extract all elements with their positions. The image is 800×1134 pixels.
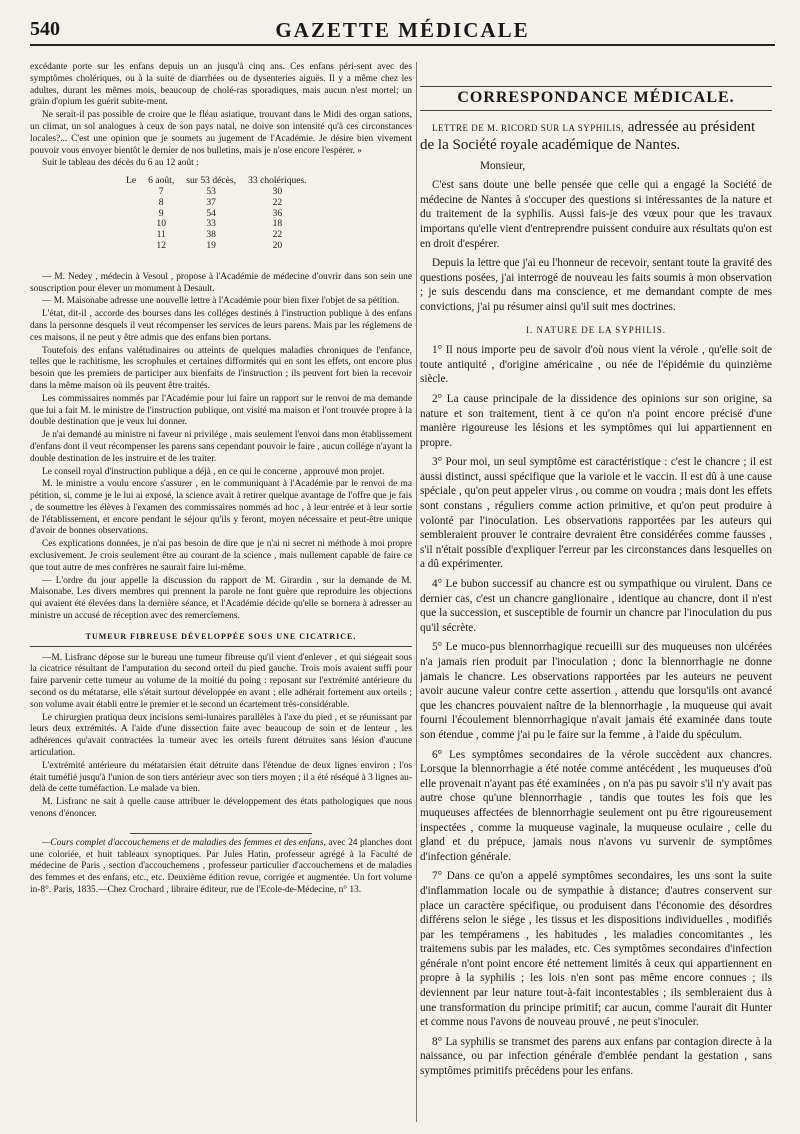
divider <box>130 833 312 834</box>
section-title: CORRESPONDANCE MÉDICALE. <box>420 86 772 111</box>
table-cell: 33 <box>206 218 216 230</box>
paragraph: —M. Lisfranc dépose sur le bureau une tumeur fibreuse qu'il vient d'enlever , et qui siégeait sous la cicatrice résultant de l'amputation du second orteil du pied gauche. Trois mois avaient suffi pour faire parvenir cette tumeur au volume de la moitié du poing : reposant sur l'extrémité antérieure du second os du métatarse, elle s'était surtout développée en avant ; elle adhérait fortement aux orteils ; son volume avait établi entre le premier et le second un écartement très-considérable. <box>30 652 412 710</box>
table-row <box>120 219 313 230</box>
paragraph: Les commissaires nommés par l'Académie pour lui faire un rapport sur le renvoi de ma demande que lui a fait M. le ministre de l'instruction publique, ont visité ma maison et l'ont trouvée propre à la double destination que je veux lui donner. <box>30 393 412 428</box>
table-row <box>120 209 313 220</box>
book-announcement <box>30 838 412 897</box>
paragraph: — M. Nedey , médecin à Vesoul , propose à l'Académie de médecine d'ouvrir dans son sein une souscription pour élever un monument à Desault. <box>30 271 412 294</box>
table-cell: 54 <box>206 207 216 219</box>
paragraph: — L'ordre du jour appelle la discussion du rapport de M. Girardin , sur la demande de M. Maisonabe. Les divers membres qui prennent la parole ne font guère que reproduire les objections qui avaient été élevées dans la dernière séance, et l'Académie décide qu'elle se bornera à adresser au ministre un accusé de réception avec des remercîemens. <box>30 575 412 622</box>
table-cell: 22 <box>272 196 283 208</box>
table-cell: Le <box>126 175 137 187</box>
table-intro: Suit le tableau des décès du 6 au 12 août : <box>42 158 199 169</box>
paragraph: 5° Le muco-pus blennorrhagique recueilli sur des muqueuses non ulcérées n'a jamais rien produit par l'inoculation ; donc la blennorrhagie ne donne jamais le chancre. Les observations rapportées par les auteurs ne peuvent avoir aucune valeur contre cette assertion , attendu que lorsqu'ils ont avancé que les chancres pouvaient naître de la blennorrhagie , la muqueuse qui avait fourni l'écoulement blennorrhagique n'avait jamais été examinée dans toute son étendue , comme j'ai pu le faire sur la femme , à l'aide du spéculum. <box>420 641 772 741</box>
table-row <box>120 198 313 209</box>
table-row <box>120 241 313 252</box>
paragraph: Le chirurgien pratiqua deux incisions semi-lunaires parallèles à l'axe du pied , et se réunissant par leurs deux extrémités. A l'aide d'une dissection faite avec beaucoup de soin et de lenteur , les adhérences qu'avait contractées la tumeur avec les orteils furent détruites sans lésion d'aucune articulation. <box>30 712 412 759</box>
subsection-title: I. NATURE DE LA SYPHILIS. <box>525 324 666 335</box>
letter-heading <box>420 119 772 154</box>
paragraph: 8° La syphilis se transmet des parens aux enfans par contagion directe à la naissance, ou par infection générale d'emblée pendant la gestation , sans symptômes primitifs précédens pour les enfans. <box>420 1035 772 1078</box>
paragraph: Ces explications données, je n'ai pas besoin de dire que je n'ai ni secret ni méthode à moi propre exclusivement. Je crois seulement être au courant de la science , mais nullement capable de faire ce que tout autre de mes confrères ne saurait faire lui-même. <box>30 539 412 573</box>
table-cell: 20 <box>272 239 283 251</box>
paragraph: Ne serait-il pas possible de croire que le fléau asiatique, trouvant dans le Midi des organ sations, un climat, un sol analogues à ceux de son pays natal, ne doive son intensité qu'à ces circonstances locales?... C'est une opinion que je soumets au jugement de l'Académie. Je désire bien vivement pouvoir vous envoyer bientôt le dernier de nos bulletins, mais je n'ose encore l'espérer. » <box>30 110 412 156</box>
table-cell: 19 <box>206 239 216 251</box>
table-cell: sur 53 décès, <box>186 175 237 187</box>
table-cell: 38 <box>206 229 216 241</box>
letter-heading-text: adressée au président de la Société royale académique de Nantes. <box>420 118 756 153</box>
table-cell: 30 <box>272 185 283 197</box>
table-cell: 7 <box>158 185 164 197</box>
salutation: Monsieur, <box>480 159 526 172</box>
page-header <box>30 8 775 46</box>
paragraph: excédante porte sur les enfans depuis un an jusqu'à cinq ans. Ces enfans péri-sent avec des symptômes cholériques, ou à la suite de diarrhées ou de dysenteries aiguës. Il y a même chez les adultes, durant les mêmes mois, beaucoup de cholé-ras sporadiques, mais aucun n'est mortel; un grain d'opium les guérit subite-ment. <box>30 62 412 108</box>
paragraph: 2° La cause principale de la dissidence des opinions sur son origine, sa nature et son traitement, tient à ce qu'on n'a point encore précisé d'une manière rigoureuse les lésions et les symptômes qui lui appartiennent en propre. <box>420 392 772 449</box>
letter-heading-caps: LETTRE DE M. RICORD SUR LA SYPHILIS, <box>432 122 625 133</box>
paragraph: 6° Les symptômes secondaires de la vérole succèdent aux chancres. Lorsque la blennorrhagie a été notée comme antécédent , les muqueuses d'où elle provenait n'ayant pas été examinées , on n'a pas pu savoir s'il n'y avait pas autre chose qu'une blennorrhagie , tandis que toutes les fois que les muqueuses affectées de blennorrhagie seulement ont pu être rigoureusement inspectées , comme la muqueuse vaginale, la muqueuse oculaire , celle du gland et du prépuce, jamais nous n'avons vu survenir de symptômes d'infection générale. <box>420 748 772 863</box>
table-cell: 37 <box>206 196 216 208</box>
table-cell: 53 <box>206 185 216 197</box>
paragraph: Depuis la lettre que j'ai eu l'honneur de recevoir, sentant toute la gravité des questions posées, j'ai interrogé de nouveau les faits soumis à mon observation ; je suis descendu dans ma conscience, et me demandant compte de mes convictions, j'ai pu résumer ainsi qu'il suit mes doctrines. <box>420 257 772 313</box>
right-column <box>420 62 772 1124</box>
section-title: TUMEUR FIBREUSE DÉVELOPPÉE SOUS UNE CICATRICE. <box>30 631 412 647</box>
paragraph: M. Lisfranc ne sait à quelle cause attribuer le développement des états pathologiques que nous venons d'énoncer. <box>30 797 412 820</box>
paragraph: 3° Pour moi, un seul symptôme est caractéristique : c'est le chancre ; il est aussi distinct, aussi spécifique que la variole et le vaccin. Il est dû à une cause spéciale , qu'on peut appeler virus , ou comme on voudra ; mais dont les effets sont constans , réguliers comme action primitive, et qu'on peut produire à volonté par l'inoculation. Les observations rapportées par les auteurs qui sembleraient prouver le contraire devraient être considérées comme fausses , s'il n'était possible d'expliquer l'erreur par les circonstances dans lesquelles on a dû expérimenter. <box>420 456 772 571</box>
paragraph: — M. Maisonabe adresse une nouvelle lettre à l'Académie pour bien fixer l'objet de sa pétition. <box>42 296 400 307</box>
masthead-title: GAZETTE MÉDICALE <box>275 18 530 42</box>
table-cell: 6 août, <box>148 175 175 187</box>
paragraph: Je n'ai demandé au ministre ni faveur ni privilége , mais seulement l'envoi dans mon établissement d'enfans dont il veut récompenser les parens sans cependant pouvoir le faire , aucun collége n'ayant la double destination de les instruire et de les traiter. <box>30 430 412 464</box>
table-header-row <box>120 176 313 187</box>
paragraph: 7° Dans ce qu'on a appelé symptômes secondaires, les uns sont la suite d'inflammation locale ou de sympathie à distance; d'autres conservent sur place un caractère spécifique, ou produisent dans l'économie des désordres différens selon le siége , les tissus et les dispositions individuelles , modifiés par les tempéramens , les habitudes , les maladies concomitantes , les traitemens subis par les malades, etc. Ces symptômes secondaires d'infection générale n'ont point encore été nettement limités à ceux qui appartiennent en propre à la syphilis ; les lois n'en sont pas même encore connues ; ils deviennent par leur nature tout-à-fait incontestables ; ils sembleraient dus à une transformation du principe primitif; car aucun, comme l'aurait dit Hunter et comme nous l'avons de nouveau prouvé , ne peut s'inoculer. <box>420 870 772 1029</box>
paragraph: M. le ministre a voulu encore s'assurer , en le communiquant à l'Académie par le renvoi de ma pétition, si, comme je le lui ai exposé, la science avait à retirer quelque avantage de l'offre que je fais , de soumettre les élèves à l'examen des commissaires nommés ad hoc , à leur entrée et à leur sortie de l'établissement, et encore pendant le séjour qu'ils y feront, moyen nécessaire et peut-être unique d'avoir de bonnes observations. <box>30 479 412 537</box>
book-title: —Cours complet d'accouchemens et de maladies des femmes et des enfans <box>42 837 324 848</box>
table-cell: 22 <box>272 229 283 241</box>
table-cell: 18 <box>272 218 283 230</box>
table-cell: 9 <box>158 207 164 219</box>
paragraph: L'état, dit-il , accorde des bourses dans les colléges destinés à l'instruction publique à des enfans dans la personne desquels il veut récompenser les services de leurs parens. Mais par les réglemens de ces maisons, il ne peut y être admis que des enfans bien portans. <box>30 309 412 343</box>
paragraph: Toutefois des enfans valétudinaires ou atteints de quelques maladies chroniques de l'enfance, telles que le rachitisme, les scrophules et certaines difformités qui en sont les effets, ont encore plus besoin que les premiers de participer aux bienfaits de l'instruction ; ils peuvent fort bien la recevoir dans la même maison où ils peuvent être traités. <box>30 345 412 391</box>
table-row <box>120 187 313 198</box>
left-column <box>30 62 412 1124</box>
table-row <box>120 230 313 241</box>
table-cell: 12 <box>156 239 166 251</box>
deaths-table <box>120 176 313 252</box>
table-cell: 33 cholériques. <box>248 175 307 187</box>
column-divider <box>416 62 417 1122</box>
table-cell: 8 <box>158 196 164 208</box>
table-cell: 36 <box>272 207 283 219</box>
paragraph: 1° Il nous importe peu de savoir d'où nous vient la vérole , qu'elle soit de toute antiquité , d'origine américaine , ou née de l'épidémie du quinzième siècle. <box>420 344 772 386</box>
paragraph: L'extrémité antérieure du métatarsien était détruite dans l'étendue de deux lignes environ ; l'os était tuméfié jusqu'à l'union de son tiers antérieur avec son tiers moyen ; il a été réséqué à 3 lignes au-delà de cette tuméfaction. Le malade va bien. <box>30 760 412 795</box>
paragraph: Le conseil royal d'instruction publique a déjà , en ce qui le concerne , approuvé mon projet. <box>42 466 385 477</box>
table-cell: 10 <box>156 218 166 230</box>
paragraph: C'est sans doute une belle pensée que celle qui a engagé la Société de médecine de Nantes à s'occuper des questions si intéressantes de la nature et du traitement de la syphilis. Aussi fais-je des vœux pour que les travaux importans qu'elle vient d'entreprendre puissent conduire aux résultats qu'on est en droit d'espérer. <box>420 179 772 250</box>
page-number: 540 <box>30 18 60 40</box>
book-details: , avec 24 planches dont une coloriée, et huit tableaux synoptiques. Par Jules Hatin, professeur agrégé à la Faculté de médecine de Paris , section d'accouchemens , professeur particulier d'accouchemens et de maladies des femmes et des enfans, etc., etc. Deuxième édition revue, corrigée et augmentée. Un fort volume in-8°. Paris, 1835.—Chez Crochard , libraire éditeur, rue de l'Ecole-de-Médecine, n° 13. <box>30 837 412 895</box>
paragraph: 4° Le bubon successif au chancre est ou sympathique ou virulent. Dans ce dernier cas, c'est un chancre ganglionaire , identique au chancre, dont il n'est que la succession, et susceptible de fournir un chancre par l'inoculation du pus qu'il sécrète. <box>420 578 772 634</box>
table-cell: 11 <box>156 229 166 241</box>
